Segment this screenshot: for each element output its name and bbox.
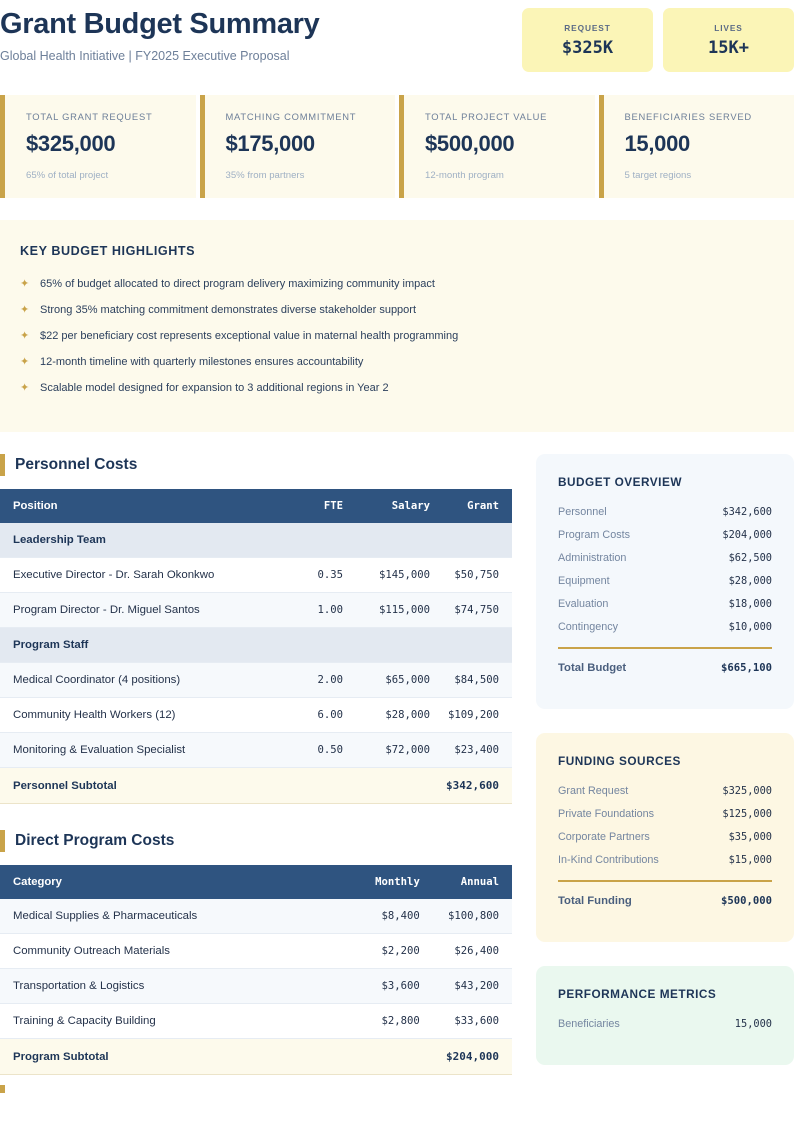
table-group-row bbox=[0, 628, 512, 663]
cell-grant: $84,500 bbox=[430, 663, 512, 698]
panel-title: BUDGET OVERVIEW bbox=[558, 475, 682, 489]
kpi-card-matching-commitment bbox=[200, 95, 396, 198]
table-row bbox=[0, 733, 512, 768]
kpi-label: MATCHING COMMITMENT bbox=[225, 111, 357, 122]
list-item-text: 12-month timeline with quarterly milestones ensures accountability bbox=[40, 356, 364, 368]
kpi-card-beneficiaries-served bbox=[599, 95, 794, 198]
kpi-value: $325,000 bbox=[26, 131, 116, 156]
kpi-label: TOTAL GRANT REQUEST bbox=[26, 111, 153, 122]
table-subtotal-row bbox=[0, 1039, 512, 1075]
page-title: Grant Budget Summary bbox=[0, 8, 320, 40]
column-header-salary: Salary bbox=[343, 489, 430, 523]
cell-position: Monitoring & Evaluation Specialist bbox=[0, 733, 276, 768]
cell-salary: $65,000 bbox=[343, 663, 430, 698]
row-value: $125,000 bbox=[722, 808, 772, 820]
row-label: Beneficiaries bbox=[558, 1018, 620, 1030]
cell-position: Medical Coordinator (4 positions) bbox=[0, 663, 276, 698]
kpi-note: 12-month program bbox=[425, 170, 504, 181]
list-item-text: Strong 35% matching commitment demonstrates diverse stakeholder support bbox=[40, 304, 417, 316]
subtotal-fte bbox=[276, 768, 343, 804]
list-item bbox=[558, 598, 772, 610]
cell-annual: $43,200 bbox=[420, 969, 512, 1004]
list-item bbox=[558, 854, 772, 866]
row-value: $15,000 bbox=[728, 854, 772, 866]
budget-overview-panel bbox=[536, 454, 794, 709]
table-row bbox=[0, 1004, 512, 1039]
cell-monthly: $2,200 bbox=[317, 934, 419, 969]
cell-salary: $28,000 bbox=[343, 698, 430, 733]
cell-fte: 1.00 bbox=[276, 593, 343, 628]
sparkle-icon: ✦ bbox=[20, 278, 30, 290]
badge-request-label: REQUEST bbox=[564, 22, 611, 33]
column-header-position: Position bbox=[0, 489, 276, 523]
personnel-costs-table bbox=[0, 489, 512, 804]
cell-position: Executive Director - Dr. Sarah Okonkwo bbox=[0, 558, 276, 593]
direct-program-costs-table bbox=[0, 865, 512, 1075]
group-label: Leadership Team bbox=[0, 523, 512, 558]
section-title: Personnel Costs bbox=[15, 456, 138, 473]
cell-monthly: $2,800 bbox=[317, 1004, 419, 1039]
sparkle-icon: ✦ bbox=[20, 330, 30, 342]
row-value: $342,600 bbox=[722, 506, 772, 518]
sparkle-icon: ✦ bbox=[20, 356, 30, 368]
funding-sources-panel bbox=[536, 733, 794, 942]
list-item bbox=[0, 276, 794, 292]
subtotal-monthly bbox=[317, 1039, 419, 1075]
row-label: Grant Request bbox=[558, 785, 629, 797]
key-budget-highlights-panel bbox=[0, 220, 794, 432]
list-item-text: 65% of budget allocated to direct program delivery maximizing community impact bbox=[40, 278, 435, 290]
table-subtotal-row bbox=[0, 768, 512, 804]
kpi-value: 15,000 bbox=[624, 131, 690, 156]
row-label: Evaluation bbox=[558, 598, 609, 610]
row-label: Corporate Partners bbox=[558, 831, 650, 843]
total-label: Total Budget bbox=[558, 662, 627, 674]
row-value: 15,000 bbox=[734, 1018, 772, 1030]
badge-lives bbox=[663, 8, 794, 72]
row-label: Personnel bbox=[558, 506, 607, 518]
row-value: $18,000 bbox=[728, 598, 772, 610]
performance-metrics-panel bbox=[536, 966, 794, 1065]
panel-title: FUNDING SOURCES bbox=[558, 754, 681, 768]
table-header-row bbox=[0, 865, 512, 899]
row-label: Contingency bbox=[558, 621, 619, 633]
left-column bbox=[0, 454, 512, 1093]
table-row bbox=[0, 663, 512, 698]
table-row bbox=[0, 593, 512, 628]
subtotal-salary bbox=[343, 768, 430, 804]
row-label: Equipment bbox=[558, 575, 610, 587]
cell-fte: 2.00 bbox=[276, 663, 343, 698]
cell-salary: $145,000 bbox=[343, 558, 430, 593]
list-item-text: Scalable model designed for expansion to 3 additional regions in Year 2 bbox=[40, 382, 389, 394]
total-value: $500,000 bbox=[720, 895, 772, 907]
section-accent-bar bbox=[0, 454, 5, 476]
cell-salary: $115,000 bbox=[343, 593, 430, 628]
section-title: Direct Program Costs bbox=[15, 832, 175, 849]
list-item bbox=[558, 529, 772, 541]
total-value: $665,100 bbox=[720, 662, 772, 674]
cell-category: Medical Supplies & Pharmaceuticals bbox=[0, 899, 317, 934]
section-heading-direct-program-costs bbox=[0, 830, 512, 852]
subtotal-label: Personnel Subtotal bbox=[0, 768, 276, 804]
cell-annual: $26,400 bbox=[420, 934, 512, 969]
column-header-grant: Grant bbox=[430, 489, 512, 523]
cell-monthly: $3,600 bbox=[317, 969, 419, 1004]
cell-salary: $72,000 bbox=[343, 733, 430, 768]
subtotal-grant: $342,600 bbox=[430, 768, 512, 804]
table-row bbox=[0, 969, 512, 1004]
right-column bbox=[536, 454, 794, 1089]
kpi-note: 5 target regions bbox=[624, 170, 692, 181]
list-item-text: $22 per beneficiary cost represents exceptional value in maternal health programming bbox=[40, 330, 459, 342]
spacer bbox=[0, 804, 512, 830]
title-block bbox=[0, 8, 320, 63]
cell-annual: $33,600 bbox=[420, 1004, 512, 1039]
cell-position: Community Health Workers (12) bbox=[0, 698, 276, 733]
column-header-monthly: Monthly bbox=[317, 865, 419, 899]
list-item bbox=[558, 831, 772, 843]
table-row bbox=[0, 934, 512, 969]
list-item bbox=[0, 354, 794, 370]
cell-grant: $23,400 bbox=[430, 733, 512, 768]
cell-fte: 6.00 bbox=[276, 698, 343, 733]
list-item bbox=[558, 552, 772, 564]
next-section-stub bbox=[0, 1085, 512, 1093]
cell-category: Transportation & Logistics bbox=[0, 969, 317, 1004]
section-heading-personnel-costs bbox=[0, 454, 512, 476]
highlights-title: KEY BUDGET HIGHLIGHTS bbox=[20, 244, 196, 258]
subtotal-annual: $204,000 bbox=[420, 1039, 512, 1075]
kpi-card-total-grant-request bbox=[0, 95, 196, 198]
column-header-annual: Annual bbox=[420, 865, 512, 899]
badge-lives-value: 15K+ bbox=[708, 37, 749, 58]
table-header-row bbox=[0, 489, 512, 523]
list-item bbox=[558, 785, 772, 797]
list-item bbox=[558, 506, 772, 518]
body-columns bbox=[0, 454, 794, 1093]
column-header-fte: FTE bbox=[276, 489, 343, 523]
kpi-label: TOTAL PROJECT VALUE bbox=[425, 111, 548, 122]
row-label: Program Costs bbox=[558, 529, 630, 541]
row-value: $35,000 bbox=[728, 831, 772, 843]
cell-grant: $74,750 bbox=[430, 593, 512, 628]
total-label: Total Funding bbox=[558, 895, 632, 907]
cell-category: Community Outreach Materials bbox=[0, 934, 317, 969]
list-item bbox=[0, 380, 794, 396]
row-value: $204,000 bbox=[722, 529, 772, 541]
cell-position: Program Director - Dr. Miguel Santos bbox=[0, 593, 276, 628]
kpi-row bbox=[0, 95, 794, 198]
row-value: $10,000 bbox=[728, 621, 772, 633]
row-value: $28,000 bbox=[728, 575, 772, 587]
section-accent-bar bbox=[0, 1085, 5, 1093]
list-item bbox=[558, 575, 772, 587]
cell-fte: 0.50 bbox=[276, 733, 343, 768]
table-row bbox=[0, 698, 512, 733]
column-header-category: Category bbox=[0, 865, 317, 899]
row-label: Administration bbox=[558, 552, 627, 564]
section-accent-bar bbox=[0, 830, 5, 852]
cell-annual: $100,800 bbox=[420, 899, 512, 934]
page-header bbox=[0, 0, 794, 72]
panel-divider bbox=[558, 880, 772, 882]
sparkle-icon: ✦ bbox=[20, 382, 30, 394]
cell-grant: $50,750 bbox=[430, 558, 512, 593]
row-label: In-Kind Contributions bbox=[558, 854, 659, 866]
panel-total-row bbox=[558, 895, 772, 907]
kpi-value: $500,000 bbox=[425, 131, 515, 156]
list-item bbox=[558, 621, 772, 633]
row-value: $62,500 bbox=[728, 552, 772, 564]
header-badges bbox=[522, 8, 794, 72]
list-item bbox=[0, 302, 794, 318]
cell-monthly: $8,400 bbox=[317, 899, 419, 934]
panel-divider bbox=[558, 647, 772, 649]
row-value: $325,000 bbox=[722, 785, 772, 797]
cell-fte: 0.35 bbox=[276, 558, 343, 593]
kpi-value: $175,000 bbox=[225, 131, 315, 156]
cell-category: Training & Capacity Building bbox=[0, 1004, 317, 1039]
panel-title: PERFORMANCE METRICS bbox=[558, 987, 717, 1001]
cell-grant: $109,200 bbox=[430, 698, 512, 733]
table-group-row bbox=[0, 523, 512, 558]
list-item bbox=[558, 808, 772, 820]
list-item bbox=[0, 328, 794, 344]
kpi-card-total-project-value bbox=[399, 95, 595, 198]
page-subtitle: Global Health Initiative | FY2025 Executive Proposal bbox=[0, 49, 290, 64]
sparkle-icon: ✦ bbox=[20, 304, 30, 316]
kpi-note: 35% from partners bbox=[225, 170, 305, 181]
badge-request bbox=[522, 8, 653, 72]
kpi-note: 65% of total project bbox=[26, 170, 109, 181]
badge-request-value: $325K bbox=[561, 37, 614, 58]
kpi-label: BENEFICIARIES SERVED bbox=[624, 111, 752, 122]
list-item bbox=[558, 1018, 772, 1030]
badge-lives-label: LIVES bbox=[714, 22, 743, 33]
table-row bbox=[0, 899, 512, 934]
subtotal-label: Program Subtotal bbox=[0, 1039, 317, 1075]
group-label: Program Staff bbox=[0, 628, 512, 663]
table-row bbox=[0, 558, 512, 593]
row-label: Private Foundations bbox=[558, 808, 655, 820]
highlights-list bbox=[0, 276, 794, 396]
panel-total-row bbox=[558, 662, 772, 674]
